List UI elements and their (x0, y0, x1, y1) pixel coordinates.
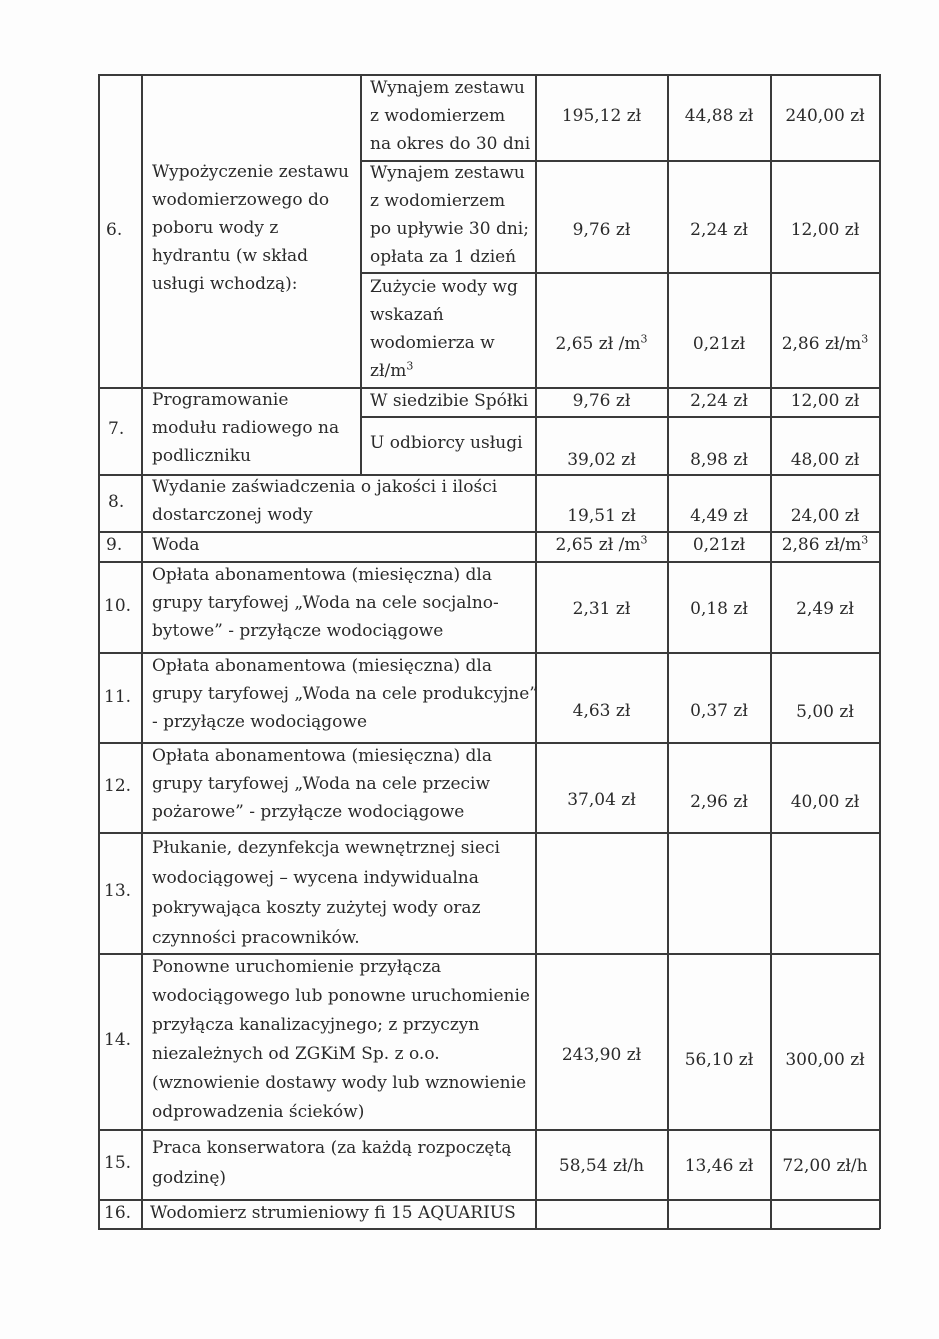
net-price: 39,02 zł (567, 450, 636, 470)
unit-superscript: 3 (640, 533, 648, 547)
net-price: 19,51 zł (567, 506, 636, 526)
gross-price: 12,00 zł (790, 220, 860, 240)
row-description: Opłata abonamentowa (miesięczna) dla grupy taryfowej „Woda na cele socjalno- bytowe” - przyłącze wodociągowe (152, 565, 499, 641)
gross-price (771, 330, 879, 358)
col-line (360, 74, 362, 475)
vat-amount: 44,88 zł (684, 106, 754, 126)
gross-price: 5,00 zł (796, 702, 854, 722)
gross-price: 12,00 zł (790, 391, 860, 411)
net-price: 9,76 zł (572, 220, 631, 240)
vat-amount: 13,46 zł (684, 1156, 754, 1176)
row-description: Programowanie modułu radiowego na podliczniku (152, 390, 340, 466)
net-price: 195,12 zł (561, 106, 642, 126)
row-number: 15. (104, 1153, 132, 1173)
vat-amount: 0,37 zł (690, 701, 748, 721)
row-line (98, 1228, 880, 1230)
net-price: 4,63 zł (572, 701, 631, 721)
gross-price: 2,49 zł (796, 599, 854, 619)
net-price: 58,54 zł/h (558, 1156, 645, 1176)
vat-amount: 8,98 zł (690, 450, 748, 470)
row-description: Woda (152, 535, 200, 555)
net-price (536, 330, 667, 358)
row-number: 13. (104, 881, 132, 901)
vat-amount: 56,10 zł (684, 1050, 754, 1070)
row-description: Opłata abonamentowa (miesięczna) dla grupy taryfowej „Woda na cele przeciw pożarowe” - przyłącze wodociągowe (152, 746, 492, 822)
unit-superscript: 3 (861, 533, 869, 547)
net-price (536, 531, 667, 559)
net-price-text: 2,65 zł /m (555, 334, 641, 354)
gross-price: 48,00 zł (790, 450, 860, 470)
vat-amount: 0,18 zł (690, 599, 748, 619)
row-line (360, 416, 880, 418)
row-number: 16. (104, 1203, 132, 1223)
row-description: Ponowne uruchomienie przyłącza wodociągowego lub ponowne uruchomienie przyłącza kanalizacyjnego; z przyczyn niezależnych od ZGKiM Sp. z o.o. (wznowienie dostawy wody lub wznowienie odprowadzenia ścieków) (152, 957, 530, 1122)
vat-amount: 4,49 zł (690, 506, 748, 526)
row-description: Opłata abonamentowa (miesięczna) dla grupy taryfowej „Woda na cele produkcyjne” - przyłącze wodociągowe (152, 656, 538, 732)
col-line (879, 74, 881, 1229)
sub-item-label: Wynajem zestawu z wodomierzem na okres do 30 dni (370, 78, 531, 154)
row-number: 11. (104, 687, 132, 707)
row-number: 8. (108, 492, 125, 512)
net-price: 2,31 zł (572, 599, 631, 619)
sub-item-label: W siedzibie Spółki (370, 391, 529, 411)
gross-price-text: 2,86 zł/m (781, 535, 862, 555)
vat-amount: 0,21zł (692, 334, 746, 354)
gross-price: 24,00 zł (790, 506, 860, 526)
unit-superscript: 3 (640, 332, 648, 346)
gross-price: 40,00 zł (790, 792, 860, 812)
sub-item-label: Wynajem zestawu z wodomierzem po upływie 30 dni; opłata za 1 dzień (370, 163, 529, 267)
row-number: 14. (104, 1030, 132, 1050)
gross-price: 240,00 zł (785, 106, 865, 126)
sub-item-label (370, 273, 518, 385)
row-description: Wydanie zaświadczenia o jakości i ilości dostarczonej wody (152, 477, 498, 525)
row-number: 7. (108, 419, 125, 439)
row-description: Wypożyczenie zestawu wodomierzowego do poboru wody z hydrantu (w skład usługi wchodzą): (152, 162, 349, 294)
col-line (98, 74, 100, 1229)
row-description: Praca konserwatora (za każdą rozpoczętą godzinę) (152, 1138, 512, 1188)
vat-amount: 2,96 zł (690, 792, 748, 812)
unit-superscript: 3 (406, 359, 414, 373)
col-line (141, 74, 143, 1229)
gross-price: 300,00 zł (785, 1050, 865, 1070)
unit-superscript: 3 (861, 332, 869, 346)
net-price: 243,90 zł (561, 1045, 642, 1065)
net-price: 9,76 zł (572, 391, 631, 411)
row-line (98, 1129, 880, 1131)
vat-amount: 0,21zł (692, 535, 746, 555)
gross-price (771, 531, 879, 559)
row-number: 9. (106, 535, 123, 555)
row-number: 12. (104, 776, 132, 796)
gross-price-text: 2,86 zł/m (781, 334, 862, 354)
sub-item-label: U odbiorcy usługi (370, 433, 523, 453)
gross-price: 72,00 zł/h (782, 1156, 868, 1176)
row-number: 6. (106, 220, 123, 240)
row-number: 10. (104, 596, 132, 616)
row-description: Płukanie, dezynfekcja wewnętrznej sieci wodociągowej – wycena indywidualna pokrywająca koszty zużytej wody oraz czynności pracowników. (152, 838, 500, 948)
row-description: Wodomierz strumieniowy fi 15 AQUARIUS (150, 1203, 516, 1223)
vat-amount: 2,24 zł (690, 220, 748, 240)
vat-amount: 2,24 zł (690, 391, 748, 411)
net-price: 37,04 zł (567, 790, 636, 810)
net-price-text: 2,65 zł /m (555, 535, 641, 555)
sub-item-label-text: Zużycie wody wg wskazań wodomierza w zł/m (370, 277, 518, 381)
